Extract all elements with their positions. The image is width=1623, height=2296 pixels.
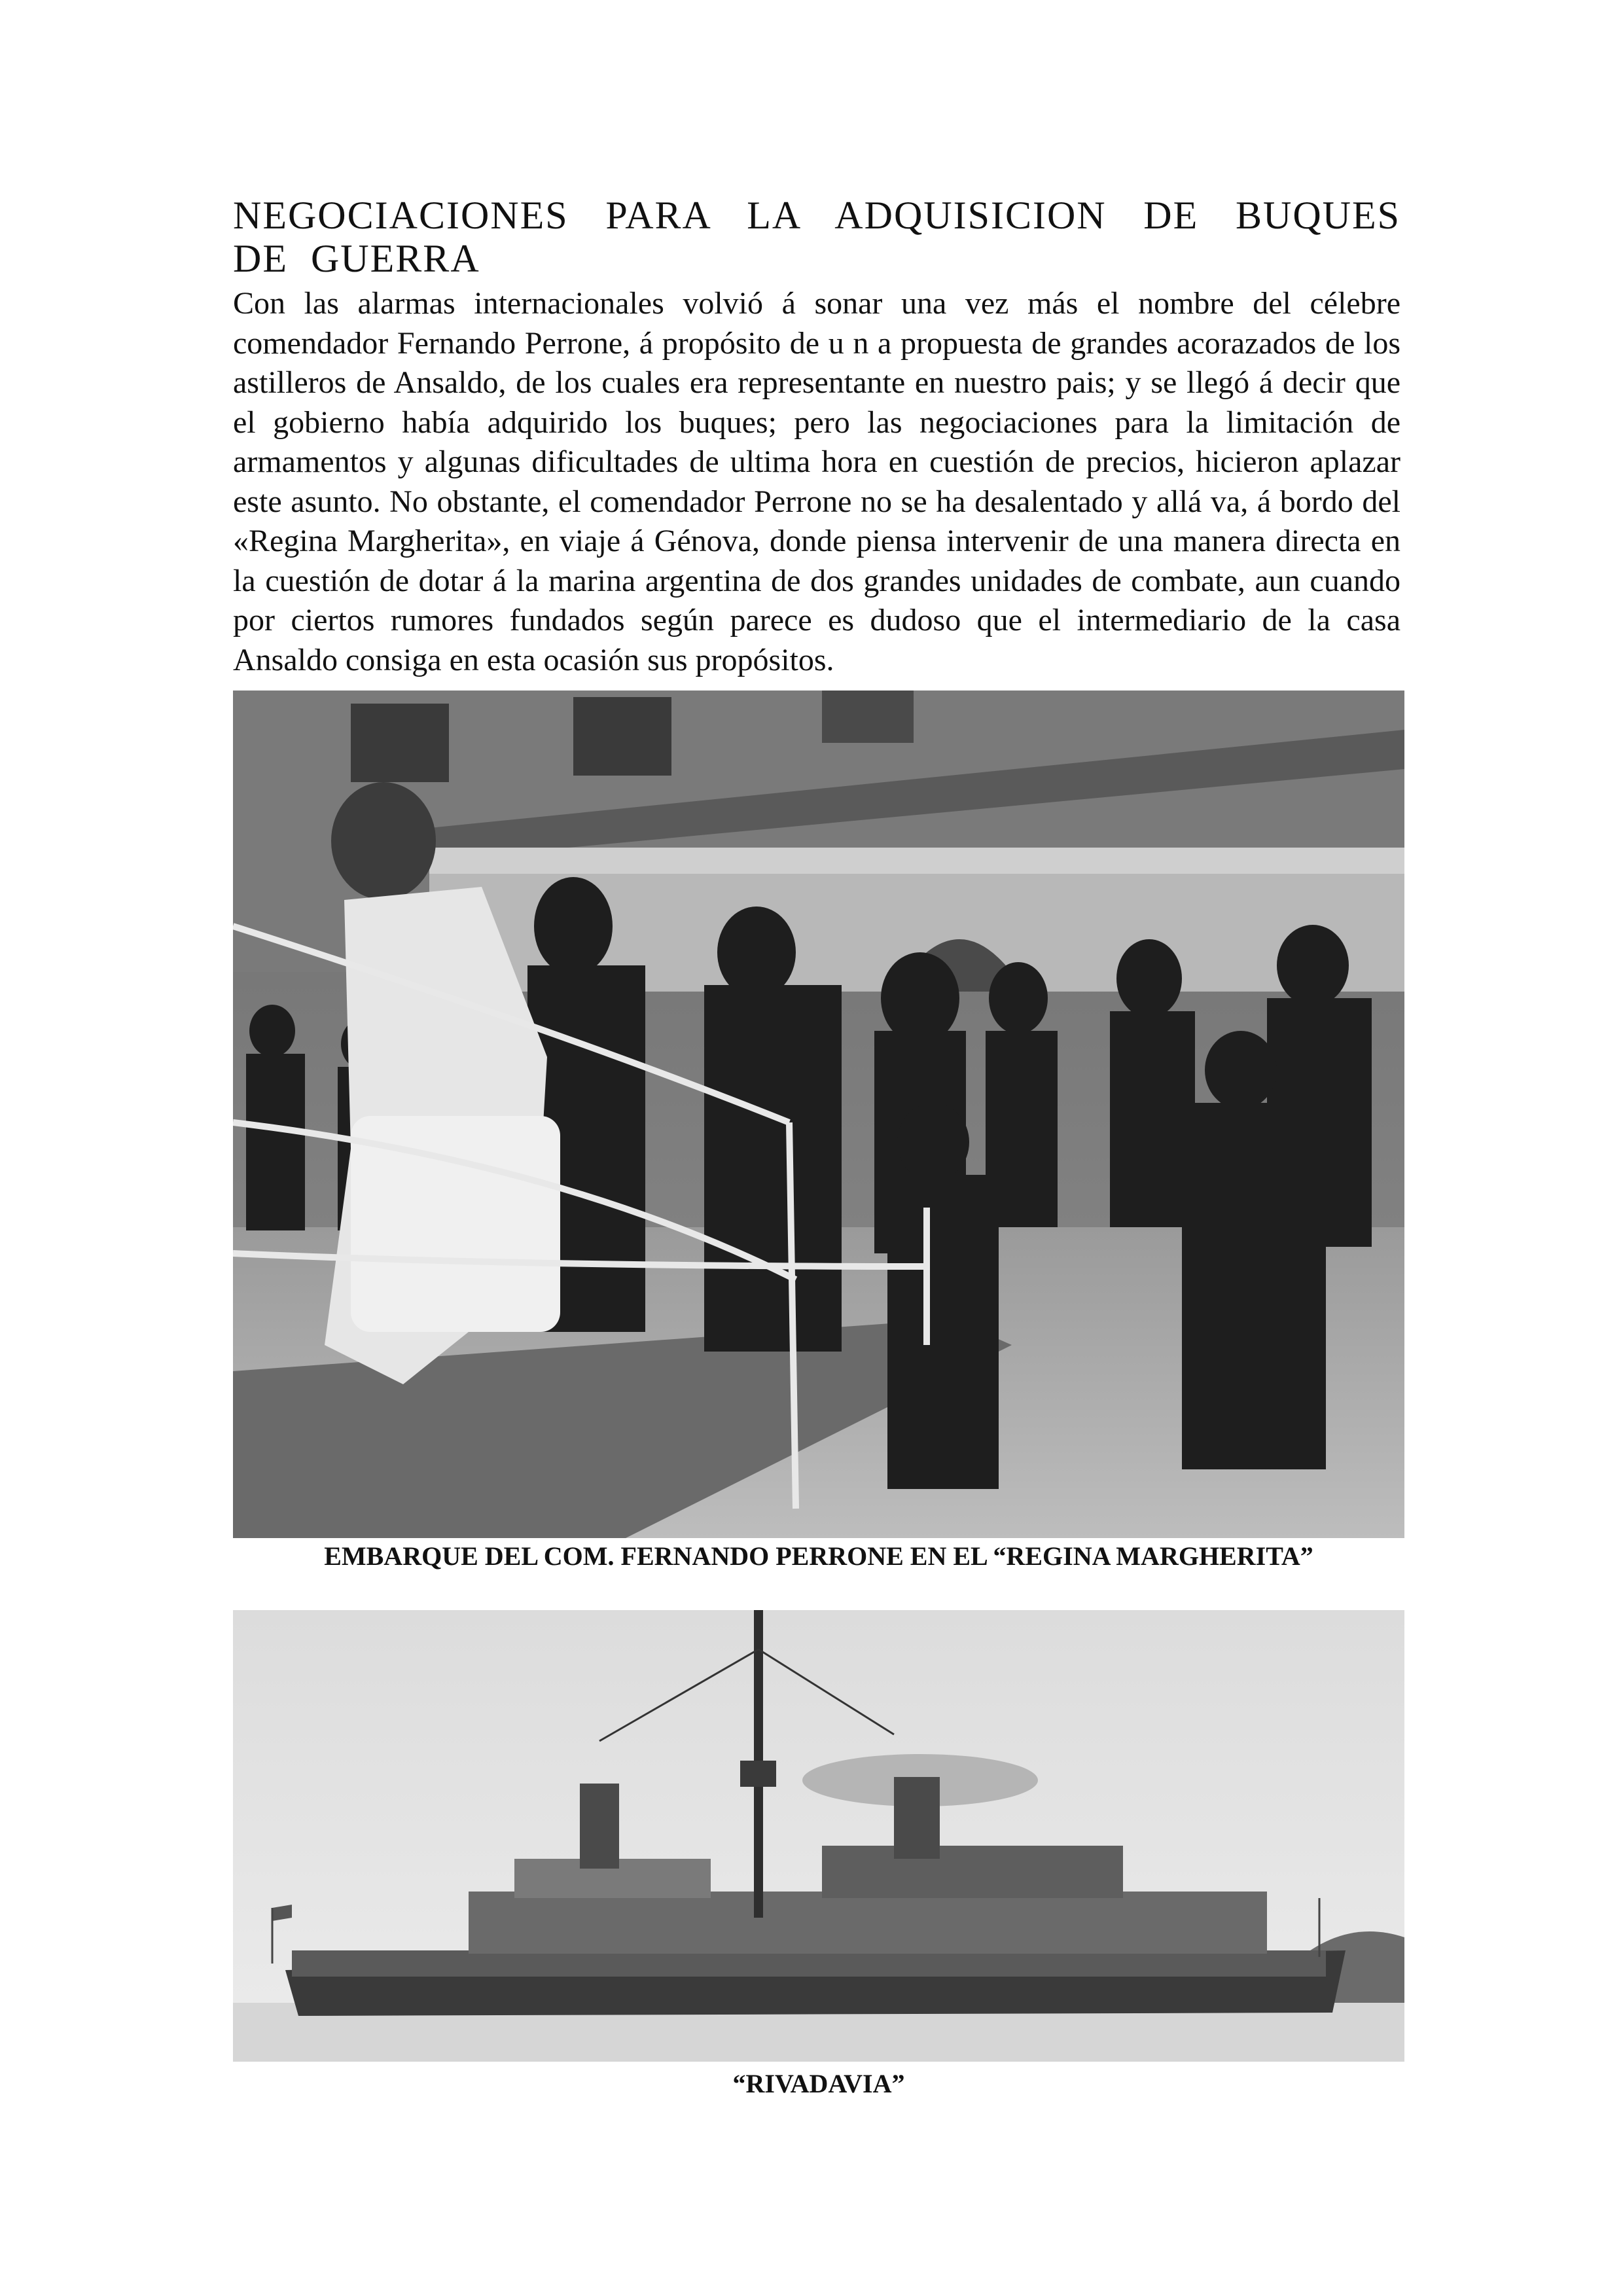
article-title: NEGOCIACIONES PARA LA ADQUISICION DE BUQUES DE GUERRA [233, 194, 1400, 280]
ship-photo-image [233, 1610, 1404, 2062]
ship-photo [233, 1610, 1404, 2062]
article-body: Con las alarmas internacionales volvió á sonar una vez más el nombre del célebre comendador Fernando Perrone, á propósito de u n a propuesta de grandes acorazados de los astilleros de Ansaldo, de los cuales era representante en nuestro pais; y se llegó á decir que el gobierno había adquirido los buques; pero las negociaciones para la limitación de armamentos y algunas dificultades de ultima hora en cuestión de precios, hicieron aplazar este asunto. No obstante, el comendador Perrone no se ha desalentado y allá va, á bordo del «Regina Margherita», en viaje á Génova, donde piensa intervenir de una manera directa en la cuestión de dotar á la marina argentina de dos grandes unidades de combate, aun cuando por ciertos rumores fundados según parece es dudoso que el intermediario de la casa Ansaldo consiga en esta ocasión sus propósitos. [233, 286, 1400, 677]
boarding-photo [233, 691, 1404, 1538]
boarding-photo-caption: EMBARQUE DEL COM. FERNANDO PERRONE EN EL “REGINA MARGHERITA” [324, 1541, 1313, 1571]
ship-photo-caption: “RIVADAVIA” [732, 2069, 905, 2098]
boarding-photo-image [233, 691, 1404, 1538]
